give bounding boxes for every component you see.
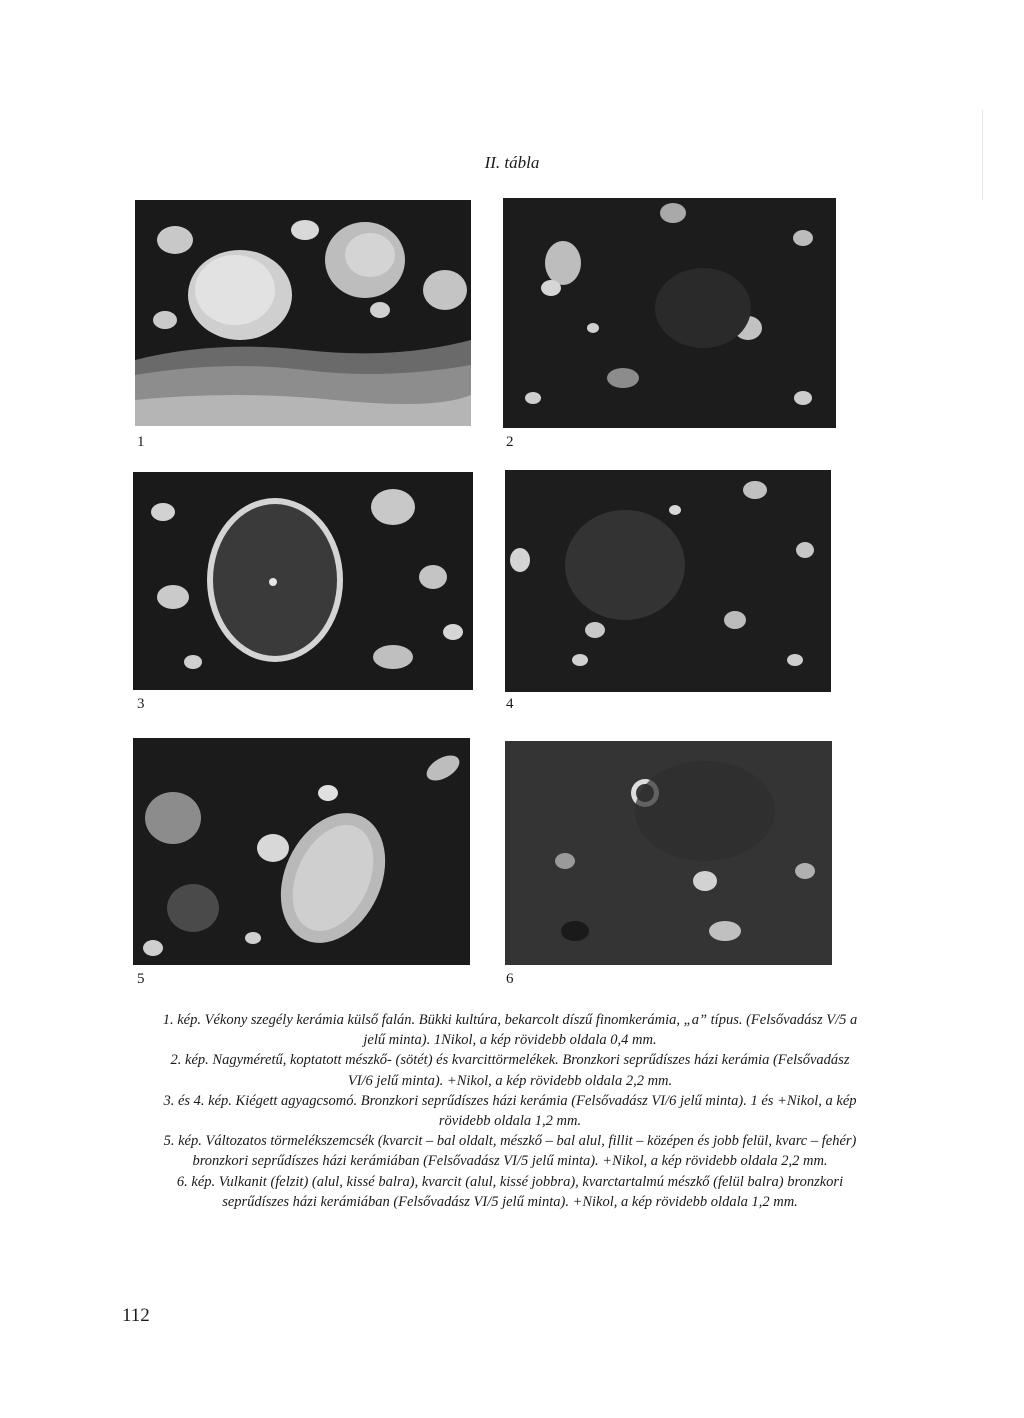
caption-block [160,1010,860,1212]
micrograph-5 [133,738,470,965]
caption-2: 2. kép. Nagyméretű, koptatott mészkő- (sötét) és kvarcittörmelékek. Bronzkori seprűdíszes házi kerámia (Felsővadász VI/6 jelű minta). +Nikol, a kép rövidebb oldala 2,2 mm. [170,1052,850,1089]
photo-number-4: 4 [506,696,514,712]
photo-number-2: 2 [506,434,514,450]
micrograph-3 [133,472,473,690]
micrograph-4 [505,470,831,692]
page-number: 112 [122,1305,150,1326]
caption-6: 6. kép. Vulkanit (felzit) (alul, kissé balra), kvarcit (alul, kissé jobbra), kvarctartalmú mészkő (felül balra) bronzkori seprűdíszes házi kerámiában (Felsővadász VI/5 jelű minta). +Nikol, a kép rövidebb oldala 1,2 mm. [176,1173,844,1210]
micrograph-6 [505,741,832,965]
caption-3-4: 3. és 4. kép. Kiégett agyagcsomó. Bronzkori seprűdíszes házi kerámia (Felsővadász VI/6 jelű minta). 1 és +Nikol, a kép rövidebb oldala 1,2 mm. [163,1092,857,1130]
plate-title: II. tábla [484,153,540,172]
micrograph-1-image [135,200,471,426]
photo-number-6: 6 [506,971,514,987]
micrograph-1 [135,200,471,426]
micrograph-2-image [503,198,836,428]
photo-number-1: 1 [137,434,145,450]
caption-1: 1. kép. Vékony szegély kerámia külső falán. Bükki kultúra, bekarcolt díszű finomkerámia, „a” típus. (Felsővadász V/5 a jelű minta). 1Nikol, a kép rövidebb oldala 0,4 mm. [162,1012,858,1049]
caption-5: 5. kép. Változatos törmelékszemcsék (kvarcit – bal oldalt, mészkő – bal alul, fillit – középen és jobb felül, kvarc – fehér) bronzkori seprűdíszes házi kerámiában (Felsővadász VI/5 jelű minta). +Nikol, a kép rövidebb oldala 2,2 mm. [163,1133,857,1170]
micrograph-6-image [505,741,832,965]
micrograph-3-image [133,472,473,690]
photo-number-5: 5 [137,971,145,987]
micrograph-2 [503,198,836,428]
photo-number-3: 3 [137,696,145,712]
micrograph-5-image [133,738,470,965]
micrograph-4-image [505,470,831,692]
